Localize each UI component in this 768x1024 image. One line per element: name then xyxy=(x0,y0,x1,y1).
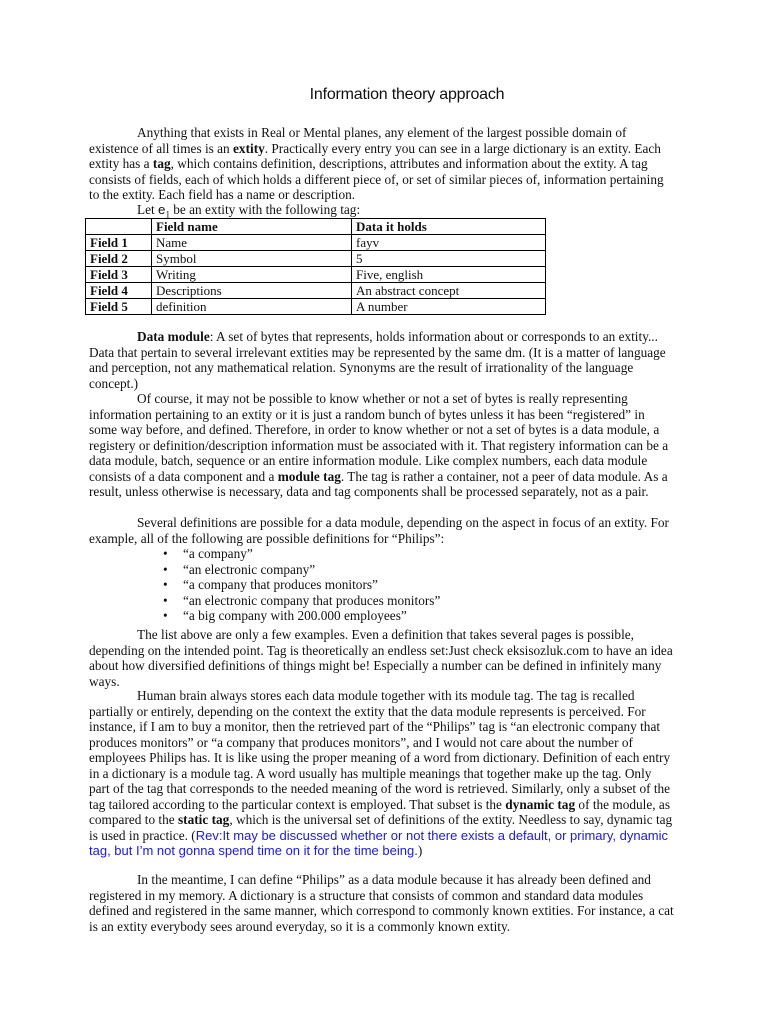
list-item: • “an electronic company” xyxy=(163,562,440,578)
brain-paragraph: Human brain always stores each data module together with its module tag. The tag is recalled partially or entirely, depending on the context the extity that the data module represents is perceived. For instance, if I am to buy a monitor, then the retrieved part of the “Philips” tag is “an electronic company that produces monitors” or “a company that produces monitors”, and I would not care about the number of employees Philips has. It is like using the proper meaning of a word from dictionary. Definition of each entry in a dictionary is a module tag. A word usually has multiple meanings that together make up the tag. Only part of the tag that corresponds to the needed meaning of the word is retrieved. Similarly, only a subset of the tag tailored according to the particular context is employed. That subset is the dynamic tag of the module, as compared to the static tag, which is the universal set of definitions of the extity. Needless to say, dynamic tag is used in practice. (Rev:It may be discussed whether or not there exists a default, or primary, dynamic tag, but I’m not gonna spend time on it for the time being.) xyxy=(89,688,673,858)
list-item: • “an electronic company that produces monitors” xyxy=(163,593,440,609)
table-row: Field 4 Descriptions An abstract concept xyxy=(86,283,546,299)
let-line: Let $e_1$ be an extity with the following tag: xyxy=(137,202,361,220)
examples-paragraph: The list above are only a few examples. Even a definition that takes several pages is possible, depending on the intended point. Tag is theoretically an endless set:Just check eksisozluk.com to have an idea about how diversified definitions of things might be! Especially a number can be defined in infinitely many ways. xyxy=(89,627,673,689)
table-header-cell: Data it holds xyxy=(352,219,546,235)
table-header-row xyxy=(86,219,546,235)
page-title: Information theory approach xyxy=(309,86,505,103)
meantime-paragraph: In the meantime, I can define “Philips” as a data module because it has already been defined and registered in my memory. A dictionary is a structure that consists of common and standard data modules defined and registered in the same manner, which correspond to commonly known extities. For instance, a cat is an extity everybody sees around everyday, so it is a commonly known extity. xyxy=(89,872,674,934)
table-row: Field 5 definition A number xyxy=(86,299,546,315)
list-item: • “a big company with 200.000 employees” xyxy=(163,608,440,624)
data-module-paragraph: Data module: A set of bytes that represents, holds information about or corresponds to an extity... Data that pertain to several irrelevant extities may be represented by the same dm. (It is a matter of language and perception, not any mathematical relation. Synonyms are the result of irrationality of the language concept.) xyxy=(89,329,666,391)
table-header-cell xyxy=(86,219,152,235)
table-row: Field 2 Symbol 5 xyxy=(86,251,546,267)
list-item: • “a company” xyxy=(163,546,440,562)
list-item: • “a company that produces monitors” xyxy=(163,577,440,593)
definitions-list xyxy=(163,546,440,624)
table-header-cell: Field name xyxy=(152,219,352,235)
registry-paragraph: Of course, it may not be possible to know whether or not a set of bytes is really representing information pertaining to an extity or it is just a random bunch of bytes unless it has been “registered” in some way before, and defined. Therefore, in order to know whether or not a set of bytes is a data module, a registery or definition/description information must be associated with it. That registery information can be a data module, batch, sequence or an entire information module. Like complex numbers, each data module consists of a data component and a module tag. The tag is rather a container, not a peer of data module. As a result, unless otherwise is necessary, data and tag components shall be processed separately, not as a pair. xyxy=(89,391,669,499)
definitions-paragraph: Several definitions are possible for a data module, depending on the aspect in focus of an extity. For example, all of the following are possible definitions for “Philips”: xyxy=(89,515,669,546)
table-row: Field 1 Name fayv xyxy=(86,235,546,251)
extity-tag-table xyxy=(85,218,546,315)
table-row: Field 3 Writing Five, english xyxy=(86,267,546,283)
intro-paragraph: Anything that exists in Real or Mental planes, any element of the largest possible domain of existence of all times is an extity. Practically every entry you can see in a large dictionary is an extity. Each extity has a tag, which contains definition, descriptions, attributes and information about the extity. A tag consists of fields, each of which holds a different piece of, or set of similar pieces of, information pertaining to the extity. Each field has a name or description. xyxy=(89,125,664,202)
revision-note: Rev:It may be discussed whether or not there exists a default, or primary, dynamic tag, but I’m not gonna spend time on it for the time being. xyxy=(89,827,669,858)
